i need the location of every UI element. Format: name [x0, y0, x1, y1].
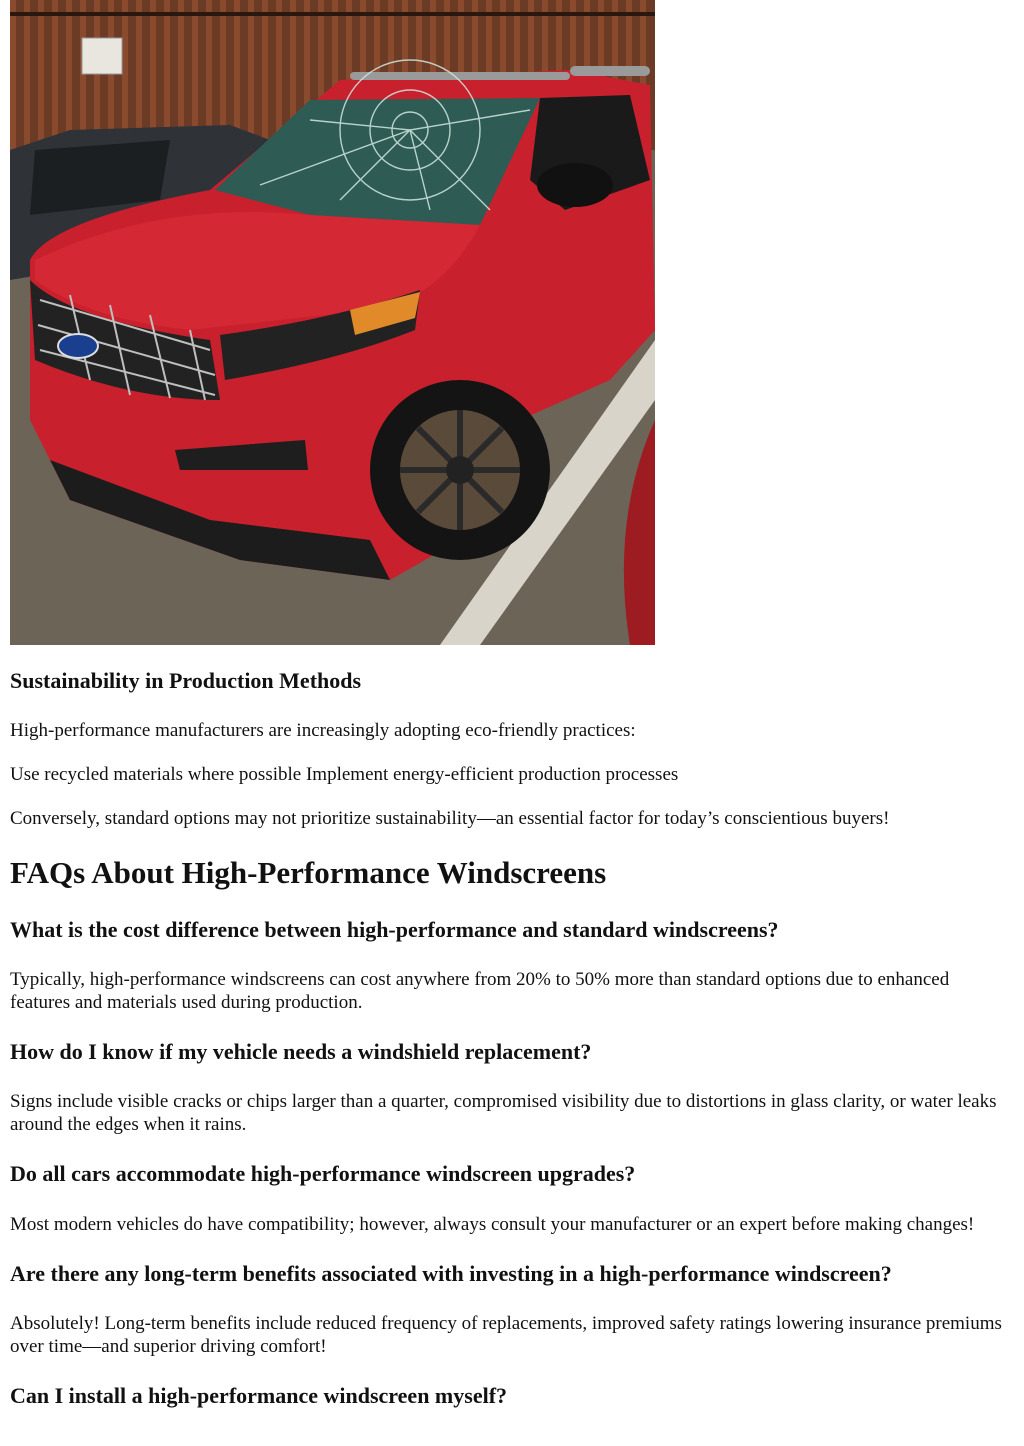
faq-question: Do all cars accommodate high-performance windscreen upgrades? [10, 1161, 636, 1187]
section-conclusion: Conversely, standard options may not prioritize sustainability—an essential factor for today’s conscientious buyers! [10, 808, 890, 830]
faq-answer: Typically, high-performance windscreens can cost anywhere from 20% to 50% more than standard options due to enhanced features and materials used during production. [10, 968, 950, 1013]
faq-question: How do I know if my vehicle needs a windshield replacement? [10, 1038, 592, 1064]
hero-image [10, 0, 655, 645]
section-title: Sustainability in Production Methods [10, 668, 362, 693]
faq-answer: Signs include visible cracks or chips larger than a quarter, compromised visibility due to distortions in glass clarity, or water leaks around the edges when it rains. [10, 1091, 997, 1136]
article-content [10, 668, 1010, 1435]
section-points: Use recycled materials where possible Implement energy-efficient production processes [10, 764, 679, 786]
faq-question: Can I install a high-performance windscreen myself? [10, 1383, 508, 1409]
faq-title: FAQs About High-Performance Windscreens [10, 855, 607, 891]
car-photo-illustration [10, 0, 655, 645]
faq-question: What is the cost difference between high-performance and standard windscreens? [10, 916, 779, 942]
faq-question: Are there any long-term benefits associated with investing in a high-performance windscreen? [10, 1260, 892, 1286]
brand-logo-icon [58, 334, 98, 358]
faq-answer: Absolutely! Long-term benefits include reduced frequency of replacements, improved safety ratings lowering insurance premiums over time—and superior driving comfort! [10, 1313, 1002, 1358]
section-intro: High-performance manufacturers are increasingly adopting eco-friendly practices: [10, 720, 636, 742]
faq-answer: Most modern vehicles do have compatibility; however, always consult your manufacturer or an expert before making changes! [10, 1213, 975, 1235]
